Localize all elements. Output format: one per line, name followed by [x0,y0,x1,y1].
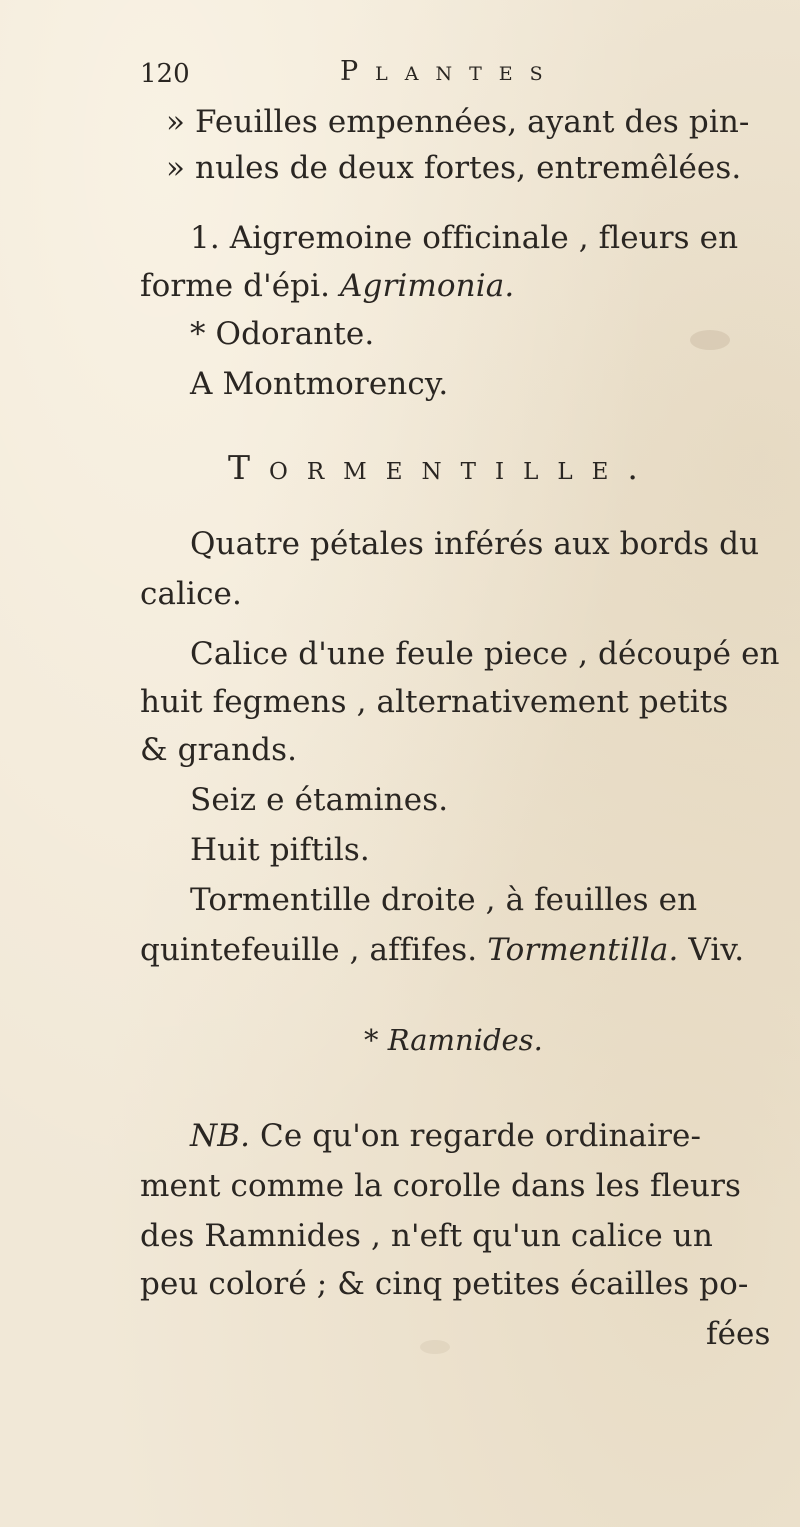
text-line: Huit piftils. [190,832,370,868]
text-fragment: Viv. [688,932,745,968]
page-number: 120 [140,59,190,89]
text-line: * Odorante. [190,316,375,352]
text-line: peu coloré ; & cinq petites écailles po- [140,1266,749,1302]
text-line: ment comme la corolle dans les fleurs [140,1168,742,1204]
text-fragment: Ce qu'on regarde ordinaire- [260,1118,702,1154]
text-line: » Feuilles empennées, ayant des pin- [166,104,750,140]
text-fragment: forme d'épi. [140,268,331,304]
latin-name: Agrimonia. [340,268,515,304]
text-fragment: quintefeuille , affifes. [140,932,478,968]
text-line: 1. Aigremoine officinale , fleurs en [190,220,739,256]
text-line: Tormentille droite , à feuilles en [190,882,698,918]
text-line: » nules de deux fortes, entremêlées. [166,150,742,186]
paper-stain [420,1340,450,1354]
paper-stain [690,330,730,350]
catchword: fées [706,1316,771,1352]
section-heading: Tormentille. [228,448,657,487]
text-line: Quatre pétales inférés aux bords du [190,526,760,562]
text-line [190,1116,701,1156]
note-label: NB. [190,1118,251,1154]
running-title: Plantes [340,56,560,87]
text-line: A Montmorency. [190,366,449,402]
text-line: Seiz e étamines. [190,782,449,818]
text-line: calice. [140,576,242,612]
text-line: des Ramnides , n'eft qu'un calice un [140,1218,713,1254]
text-line: & grands. [140,732,298,768]
text-line: huit fegmens , alternativement petits [140,684,729,720]
text-line [140,266,514,306]
latin-name: Tormentilla. [487,932,679,968]
subsection-heading: * Ramnides. [364,1023,543,1057]
text-line [140,930,744,970]
text-line: Calice d'une feule piece , découpé en [190,636,780,672]
